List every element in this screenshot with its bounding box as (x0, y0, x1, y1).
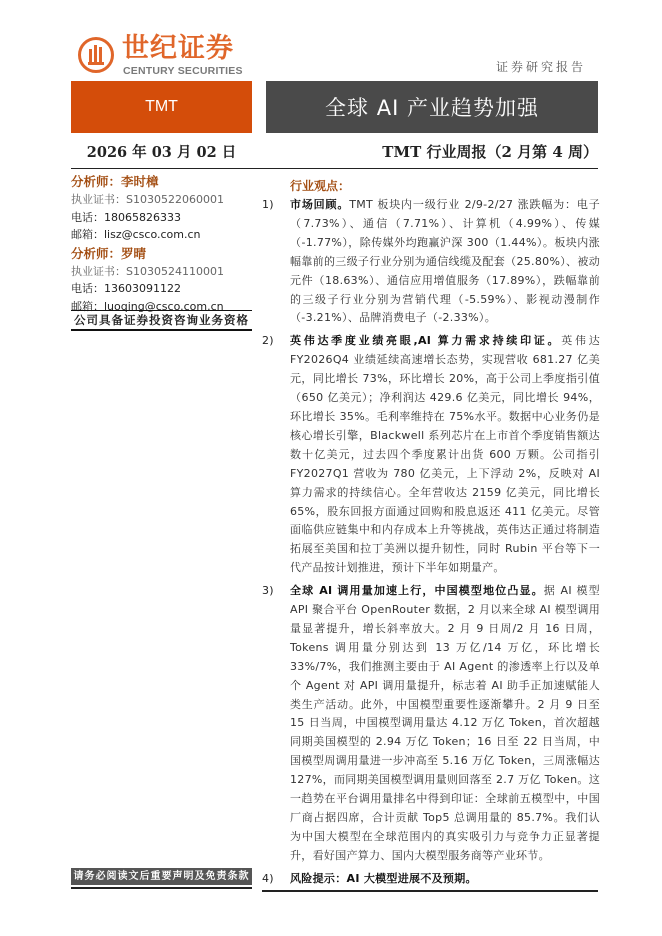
report-title: 全球 AI 产业趋势加强 (325, 96, 539, 120)
header-divider (71, 168, 598, 169)
company-logo (78, 33, 258, 81)
item-lead: 市场回顾。 (290, 198, 350, 211)
logo-emblem-icon (78, 37, 114, 73)
analyst-cert: 执业证书：S1030524110001 (71, 264, 224, 278)
analyst-name: 分析师：李时樟 (71, 174, 159, 189)
sector-banner (71, 81, 252, 133)
report-series: TMT 行业周报（2 月第 4 周） (382, 143, 598, 161)
item-text: TMT 板块内一级行业 2/9-2/27 涨跌幅为：电子（7.73%）、通信（7.71%）、计算机（4.99%）、传媒（-1.77%），除传媒外均跑赢沪深 300（1.44%）。板块内涨幅靠前的三级子行业分别为通信线缆及配套（25.80%）、被动元件（18.63%）、通信应用增值服务（17.89%），跌幅靠前的三级子行业分别为营销代理（-5.59%）、影视动漫制作（-3.21%）、品牌消费电子（-2.33%）。 (290, 198, 601, 325)
item-number: 4) (262, 871, 274, 885)
analyst-phone: 电话：13603091122 (71, 282, 181, 295)
view-item-risk (262, 870, 600, 889)
view-item (262, 332, 600, 578)
view-item (262, 196, 600, 328)
view-item (262, 582, 600, 866)
analyst-email[interactable]: 邮箱：lisz@csco.com.cn (71, 228, 201, 241)
industry-views (262, 176, 600, 889)
title-banner (266, 81, 598, 133)
analyst-name: 分析师：罗晴 (71, 245, 147, 261)
disclaimer-divider (71, 887, 252, 889)
item-number: 2) (262, 334, 274, 348)
analyst-block (71, 172, 252, 244)
report-type-label: 证券研究报告 (495, 60, 586, 74)
item-number: 1) (262, 198, 274, 211)
item-text: 据 AI 模型 API 聚合平台 OpenRouter 数据，2 月以来全球 AI 模型调用量显著提升，增长斜率放大。2 月 9 日周/2 月 16 日周，Tokens 调用量分别达到 13 万亿/14 万亿，环比增长 33%/7%，我们推测主要由于 AI Agent 的渗透率上行以及单个 Agent 对 API 调用量提升，标志着 AI 助手正加速赋能人类生产活动。此外，中国模型重要性逐渐攀升。2 月 9 日至 15 日当周，中国模型调用量达 4.12 万亿 Token，首次超越同期美国模型的 2.94 万亿 Token；16 日至 22 日当周，中国模型周调用量进一步冲高至 5.16 万亿 Token，三周涨幅达 127%，而同期美国模型调用量则回落至 2.7 万亿 Token。这一趋势在平台调用量排名中得到印证：全球前五模型中，中国厂商占据四席，合计贡献 Top5 总调用量的 85.7%。我们认为中国大模型在全球范围内的真实吸引力与竞争力正显著提升，看好国产算力、国内大模型服务商等产业环节。 (290, 584, 600, 862)
sector-label: TMT (145, 98, 178, 115)
content-bottom-divider (262, 890, 598, 892)
report-date: 2026 年 03 月 02 日 (86, 144, 237, 161)
item-lead: 英伟达季度业绩亮眼,AI 算力需求持续印证。 (290, 334, 562, 348)
item-lead: 风险提示：AI 大模型进展不及预期。 (290, 871, 477, 885)
item-lead: 全球 AI 调用量加速上行，中国模型地位凸显。 (290, 584, 544, 598)
qualification-statement: 公司具备证券投资咨询业务资格 (71, 310, 252, 331)
analyst-block (71, 244, 252, 316)
analyst-cert: 执业证书：S1030522060001 (71, 193, 224, 206)
analyst-panel (71, 172, 252, 315)
item-text: 英伟达 FY2026Q4 业绩延续高速增长态势，实现营收 681.27 亿美元，同比增长 73%，环比增长 20%，高于公司上季度指引值（650 亿美元）；净利润达 429.6 亿美元，同比增长 94%，环比增长 35%。毛利率维持在 75%水平。数据中心业务仍是核心增长引擎，Blackwell 系列芯片在上市首个季度销售额达数十亿美元，过去四个季度累计出货 600 万颗。公司指引 FY2027Q1 营收为 780 亿美元，上下浮动 2%，反映对 AI 算力需求的持续信心。全年营收达 2159 亿美元，同比增长 65%，股东回报方面通过回购和股息返还 411 亿美元。尽管面临供应链集中和内存成本上升等挑战，英伟达正通过将制造拓展至美国和拉丁美洲以提升韧性，同时 Rubin 平台等下一代产品按计划推进，预计下半年如期量产。 (290, 334, 600, 575)
logo-chinese-name: 世纪证券 (122, 33, 234, 64)
disclaimer-notice[interactable]: 请务必阅读文后重要声明及免责条款 (71, 868, 252, 885)
logo-english-name: CENTURY SECURITIES (123, 65, 243, 77)
item-number: 3) (262, 584, 274, 598)
section-heading: 行业观点： (290, 179, 351, 193)
analyst-email[interactable]: 邮箱：luoqing@csco.com.cn (71, 299, 224, 313)
analyst-phone: 电话：18065826333 (71, 210, 181, 224)
